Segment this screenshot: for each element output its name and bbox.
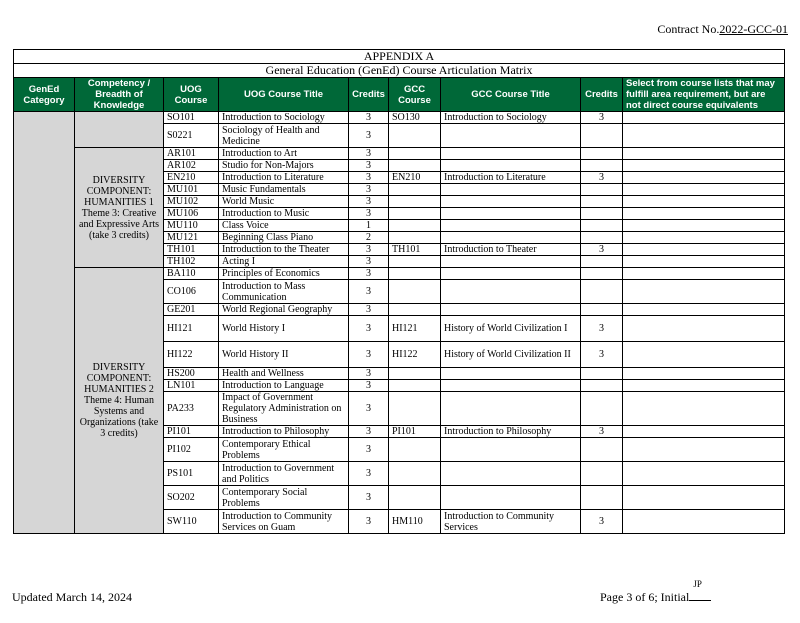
appendix-title: APPENDIX A — [14, 50, 785, 64]
col-uog-title: UOG Course Title — [219, 78, 349, 112]
select-list-cell — [623, 124, 785, 148]
uog-title-cell: World Music — [219, 196, 349, 208]
uog-course-cell: PS101 — [164, 462, 219, 486]
competency-cell: DIVERSITY COMPONENT: HUMANITIES 2 Theme 4: Human Systems and Organizations (take 3 credits) — [75, 268, 164, 534]
table-row — [14, 148, 785, 160]
uog-course-cell: HS200 — [164, 368, 219, 380]
uog-course-cell: MU102 — [164, 196, 219, 208]
col-gcc-credits: Credits — [581, 78, 623, 112]
uog-title-cell: World Regional Geography — [219, 304, 349, 316]
uog-course-cell: HI121 — [164, 316, 219, 342]
uog-course-cell: TH101 — [164, 244, 219, 256]
credits-cell: 3 — [349, 486, 389, 510]
gcc-course-cell — [389, 368, 441, 380]
gcc-credits-cell — [581, 392, 623, 426]
uog-title-cell: Impact of Government Regulatory Administration on Business — [219, 392, 349, 426]
gcc-course-cell — [389, 160, 441, 172]
credits-cell: 3 — [349, 196, 389, 208]
column-header-row — [14, 78, 785, 112]
select-list-cell — [623, 244, 785, 256]
uog-course-cell: HI122 — [164, 342, 219, 368]
credits-cell: 3 — [349, 256, 389, 268]
page-number: Page 3 of 6; Initial — [600, 590, 690, 604]
gcc-course-cell: TH101 — [389, 244, 441, 256]
uog-title-cell: Health and Wellness — [219, 368, 349, 380]
uog-course-cell: SW110 — [164, 510, 219, 534]
uog-course-cell: TH102 — [164, 256, 219, 268]
credits-cell: 3 — [349, 438, 389, 462]
uog-title-cell: Introduction to the Theater — [219, 244, 349, 256]
gcc-course-cell — [389, 124, 441, 148]
credits-cell: 3 — [349, 316, 389, 342]
gcc-title-cell — [441, 280, 581, 304]
gcc-title-cell — [441, 220, 581, 232]
credits-cell: 3 — [349, 462, 389, 486]
col-competency: Competency / Breadth of Knowledge — [75, 78, 164, 112]
uog-course-cell: BA110 — [164, 268, 219, 280]
credits-cell: 3 — [349, 304, 389, 316]
gcc-course-cell: PI101 — [389, 426, 441, 438]
gcc-title-cell — [441, 184, 581, 196]
gcc-credits-cell — [581, 196, 623, 208]
gcc-course-cell: SO130 — [389, 112, 441, 124]
col-credits: Credits — [349, 78, 389, 112]
uog-title-cell: Introduction to Sociology — [219, 112, 349, 124]
gcc-course-cell — [389, 280, 441, 304]
gcc-credits-cell — [581, 380, 623, 392]
col-gcc-title: GCC Course Title — [441, 78, 581, 112]
gcc-credits-cell: 3 — [581, 244, 623, 256]
select-list-cell — [623, 172, 785, 184]
uog-course-cell: PI101 — [164, 426, 219, 438]
uog-title-cell: Introduction to Literature — [219, 172, 349, 184]
gcc-course-cell — [389, 268, 441, 280]
gcc-title-cell — [441, 392, 581, 426]
gcc-credits-cell — [581, 184, 623, 196]
gcc-title-cell — [441, 124, 581, 148]
gened-category-cell — [14, 112, 75, 534]
col-uog-course: UOG Course — [164, 78, 219, 112]
gcc-title-cell: Introduction to Sociology — [441, 112, 581, 124]
gcc-credits-cell — [581, 304, 623, 316]
contract-number — [657, 22, 788, 37]
gcc-credits-cell — [581, 232, 623, 244]
uog-title-cell: Introduction to Philosophy — [219, 426, 349, 438]
uog-course-cell: MU121 — [164, 232, 219, 244]
gcc-title-cell — [441, 486, 581, 510]
gcc-course-cell — [389, 486, 441, 510]
select-list-cell — [623, 160, 785, 172]
competency-cell: DIVERSITY COMPONENT: HUMANITIES 1 Theme 3: Creative and Expressive Arts (take 3 credits) — [75, 148, 164, 268]
gcc-title-cell: History of World Civilization II — [441, 342, 581, 368]
gcc-title-cell: Introduction to Community Services — [441, 510, 581, 534]
credits-cell: 3 — [349, 184, 389, 196]
uog-title-cell: Sociology of Health and Medicine — [219, 124, 349, 148]
uog-title-cell: Contemporary Social Problems — [219, 486, 349, 510]
gcc-title-cell: Introduction to Philosophy — [441, 426, 581, 438]
col-gened-category: GenEd Category — [14, 78, 75, 112]
gcc-title-cell: Introduction to Literature — [441, 172, 581, 184]
credits-cell: 3 — [349, 124, 389, 148]
credits-cell: 3 — [349, 172, 389, 184]
col-gcc-course: GCC Course — [389, 78, 441, 112]
gcc-credits-cell — [581, 160, 623, 172]
gcc-credits-cell — [581, 256, 623, 268]
gcc-credits-cell — [581, 268, 623, 280]
gcc-course-cell — [389, 438, 441, 462]
gcc-credits-cell: 3 — [581, 510, 623, 534]
select-list-cell — [623, 208, 785, 220]
uog-course-cell: GE201 — [164, 304, 219, 316]
uog-course-cell: LN101 — [164, 380, 219, 392]
gcc-course-cell — [389, 380, 441, 392]
uog-course-cell: SO202 — [164, 486, 219, 510]
gcc-course-cell: EN210 — [389, 172, 441, 184]
uog-title-cell: Introduction to Mass Communication — [219, 280, 349, 304]
gcc-title-cell — [441, 160, 581, 172]
gcc-title-cell — [441, 368, 581, 380]
uog-title-cell: Contemporary Ethical Problems — [219, 438, 349, 462]
credits-cell: 3 — [349, 280, 389, 304]
updated-date: Updated March 14, 2024 — [12, 590, 132, 604]
gcc-credits-cell: 3 — [581, 316, 623, 342]
gcc-credits-cell — [581, 486, 623, 510]
uog-title-cell: Introduction to Government and Politics — [219, 462, 349, 486]
credits-cell: 3 — [349, 342, 389, 368]
gcc-course-cell — [389, 256, 441, 268]
select-list-cell — [623, 184, 785, 196]
gcc-credits-cell — [581, 208, 623, 220]
credits-cell: 3 — [349, 148, 389, 160]
contract-prefix: Contract No. — [657, 22, 720, 36]
select-list-cell — [623, 486, 785, 510]
uog-course-cell: AR102 — [164, 160, 219, 172]
uog-course-cell: SO101 — [164, 112, 219, 124]
credits-cell: 3 — [349, 510, 389, 534]
credits-cell: 2 — [349, 232, 389, 244]
gcc-course-cell — [389, 462, 441, 486]
page-info — [600, 579, 711, 605]
gcc-credits-cell — [581, 438, 623, 462]
uog-course-cell: MU101 — [164, 184, 219, 196]
select-list-cell — [623, 392, 785, 426]
credits-cell: 3 — [349, 160, 389, 172]
initial-signature: JP — [693, 579, 702, 589]
matrix-title: General Education (GenEd) Course Articulation Matrix — [14, 64, 785, 78]
credits-cell: 3 — [349, 368, 389, 380]
gcc-credits-cell — [581, 220, 623, 232]
uog-title-cell: Beginning Class Piano — [219, 232, 349, 244]
uog-course-cell: MU106 — [164, 208, 219, 220]
select-list-cell — [623, 316, 785, 342]
uog-title-cell: Principles of Economics — [219, 268, 349, 280]
select-list-cell — [623, 196, 785, 208]
gcc-course-cell — [389, 208, 441, 220]
uog-course-cell: AR101 — [164, 148, 219, 160]
credits-cell: 3 — [349, 268, 389, 280]
gcc-course-cell: HM110 — [389, 510, 441, 534]
uog-title-cell: Introduction to Language — [219, 380, 349, 392]
select-list-cell — [623, 510, 785, 534]
select-list-cell — [623, 148, 785, 160]
uog-course-cell: PI102 — [164, 438, 219, 462]
contract-id: 2022-GCC-01 — [719, 22, 788, 36]
select-list-cell — [623, 256, 785, 268]
gcc-title-cell — [441, 148, 581, 160]
articulation-matrix-table — [13, 49, 785, 534]
uog-title-cell: Introduction to Community Services on Guam — [219, 510, 349, 534]
select-list-cell — [623, 380, 785, 392]
uog-course-cell: S0221 — [164, 124, 219, 148]
gcc-title-cell — [441, 208, 581, 220]
initial-line — [689, 579, 711, 601]
credits-cell: 3 — [349, 426, 389, 438]
uog-title-cell: Class Voice — [219, 220, 349, 232]
col-select-lists: Select from course lists that may fulfill area requirement, but are not direct course equivalents — [623, 78, 785, 112]
gcc-course-cell: HI122 — [389, 342, 441, 368]
gcc-title-cell — [441, 380, 581, 392]
uog-title-cell: Introduction to Art — [219, 148, 349, 160]
uog-title-cell: Music Fundamentals — [219, 184, 349, 196]
select-list-cell — [623, 462, 785, 486]
credits-cell: 3 — [349, 208, 389, 220]
gcc-credits-cell — [581, 280, 623, 304]
uog-title-cell: Studio for Non-Majors — [219, 160, 349, 172]
gcc-title-cell — [441, 268, 581, 280]
select-list-cell — [623, 342, 785, 368]
uog-title-cell: Acting I — [219, 256, 349, 268]
table-row — [14, 268, 785, 280]
competency-cell — [75, 112, 164, 148]
gcc-title-cell — [441, 462, 581, 486]
select-list-cell — [623, 304, 785, 316]
uog-course-cell: CO106 — [164, 280, 219, 304]
gcc-course-cell — [389, 304, 441, 316]
uog-course-cell: EN210 — [164, 172, 219, 184]
gcc-credits-cell: 3 — [581, 342, 623, 368]
select-list-cell — [623, 426, 785, 438]
gcc-credits-cell — [581, 124, 623, 148]
select-list-cell — [623, 220, 785, 232]
gcc-title-cell — [441, 438, 581, 462]
gcc-course-cell — [389, 220, 441, 232]
gcc-title-cell — [441, 304, 581, 316]
gcc-course-cell — [389, 148, 441, 160]
gcc-course-cell — [389, 232, 441, 244]
gcc-title-cell — [441, 196, 581, 208]
select-list-cell — [623, 438, 785, 462]
credits-cell: 1 — [349, 220, 389, 232]
gcc-credits-cell — [581, 368, 623, 380]
uog-course-cell: PA233 — [164, 392, 219, 426]
gcc-credits-cell — [581, 462, 623, 486]
gcc-course-cell — [389, 196, 441, 208]
gcc-credits-cell — [581, 148, 623, 160]
credits-cell: 3 — [349, 380, 389, 392]
uog-title-cell: World History I — [219, 316, 349, 342]
table-row — [14, 112, 785, 124]
credits-cell: 3 — [349, 112, 389, 124]
gcc-credits-cell: 3 — [581, 426, 623, 438]
select-list-cell — [623, 268, 785, 280]
uog-course-cell: MU110 — [164, 220, 219, 232]
gcc-title-cell — [441, 232, 581, 244]
gcc-course-cell — [389, 184, 441, 196]
gcc-credits-cell: 3 — [581, 112, 623, 124]
gcc-course-cell: HI121 — [389, 316, 441, 342]
select-list-cell — [623, 112, 785, 124]
select-list-cell — [623, 368, 785, 380]
gcc-course-cell — [389, 392, 441, 426]
uog-title-cell: Introduction to Music — [219, 208, 349, 220]
gcc-credits-cell: 3 — [581, 172, 623, 184]
gcc-title-cell — [441, 256, 581, 268]
gcc-title-cell: Introduction to Theater — [441, 244, 581, 256]
credits-cell: 3 — [349, 244, 389, 256]
select-list-cell — [623, 232, 785, 244]
select-list-cell — [623, 280, 785, 304]
gcc-title-cell: History of World Civilization I — [441, 316, 581, 342]
uog-title-cell: World History II — [219, 342, 349, 368]
credits-cell: 3 — [349, 392, 389, 426]
